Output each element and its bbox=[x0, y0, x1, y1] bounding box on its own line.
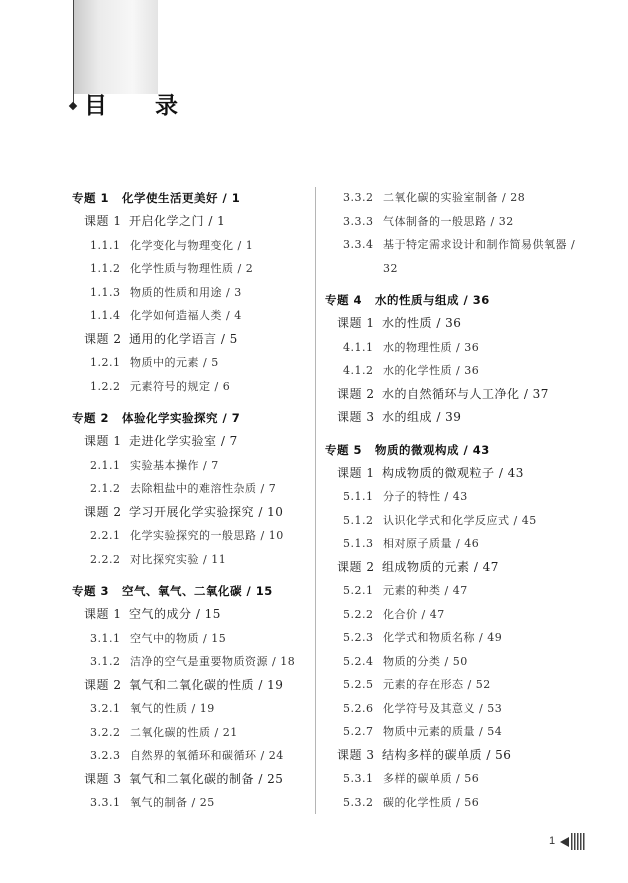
toc-entry-number: 2.1.2 bbox=[90, 482, 121, 495]
toc-entry-number: 课题 1 bbox=[84, 214, 122, 228]
toc-entry-title: 实验基本操作 / 7 bbox=[130, 458, 219, 472]
toc-entry-lesson[interactable] bbox=[72, 603, 308, 627]
toc-entry-topic[interactable] bbox=[325, 288, 590, 312]
toc-entry-number: 5.2.6 bbox=[343, 701, 374, 715]
toc-entry-number: 5.1.1 bbox=[343, 490, 374, 503]
toc-entry-title: 化学实验探究的一般思路 / 10 bbox=[130, 529, 284, 542]
toc-entry-lesson[interactable] bbox=[325, 744, 590, 768]
toc-entry-title: 体验化学实验探究 / 7 bbox=[122, 411, 241, 425]
toc-entry-number: 课题 1 bbox=[84, 607, 122, 621]
toc-entry-title: 水的性质 / 36 bbox=[382, 316, 462, 330]
toc-entry-title: 洁净的空气是重要物质资源 / 18 bbox=[130, 655, 296, 668]
toc-entry-number: 5.2.2 bbox=[343, 607, 374, 621]
toc-entry-number: 3.1.2 bbox=[90, 655, 121, 668]
toc-entry-number: 专题 5 bbox=[325, 442, 363, 457]
toc-entry-title: 认识化学式和化学反应式 / 45 bbox=[383, 513, 537, 527]
toc-entry-title: 化学使生活更美好 / 1 bbox=[122, 191, 241, 205]
toc-entry-number: 5.2.7 bbox=[343, 725, 374, 738]
toc-entry-title: 氧气的性质 / 19 bbox=[130, 702, 215, 715]
toc-entry-title: 走进化学实验室 / 7 bbox=[129, 434, 238, 448]
toc-entry-section[interactable] bbox=[72, 650, 308, 674]
toc-entry-title: 化学如何造福人类 / 4 bbox=[130, 309, 242, 322]
toc-entry-number: 5.2.3 bbox=[343, 631, 374, 644]
toc-entry-section[interactable] bbox=[72, 744, 308, 768]
toc-entry-title: 物质中元素的质量 / 54 bbox=[383, 725, 503, 738]
diamond-bullet-icon bbox=[69, 102, 77, 110]
toc-entry-number: 课题 2 bbox=[84, 677, 122, 692]
toc-entry-number: 3.1.1 bbox=[90, 631, 121, 645]
toc-entry-number: 课题 3 bbox=[84, 771, 122, 786]
toc-entry-title: 元素符号的规定 / 6 bbox=[130, 379, 231, 393]
toc-entry-title: 去除粗盐中的难溶性杂质 / 7 bbox=[130, 482, 277, 495]
page-number: 1 bbox=[549, 835, 556, 847]
toc-entry-number: 3.2.2 bbox=[90, 725, 121, 739]
toc-entry-number: 课题 3 bbox=[337, 747, 375, 762]
toc-entry-section[interactable] bbox=[72, 548, 308, 572]
toc-entry-number: 3.3.1 bbox=[90, 796, 121, 809]
toc-entry-section[interactable] bbox=[72, 791, 308, 815]
toc-entry-section[interactable] bbox=[72, 627, 308, 651]
toc-entry-title: 分子的特性 / 43 bbox=[383, 490, 468, 503]
toc-entry-title: 开启化学之门 / 1 bbox=[129, 214, 226, 228]
toc-entry-section[interactable] bbox=[72, 257, 308, 281]
toc-entry-title: 结构多样的碳单质 / 56 bbox=[382, 747, 512, 762]
toc-entry-title: 物质的性质和用途 / 3 bbox=[130, 285, 242, 299]
toc-entry-title: 相对原子质量 / 46 bbox=[383, 537, 480, 550]
toc-entry-title: 水的物理性质 / 36 bbox=[383, 340, 480, 354]
toc-entry-topic[interactable] bbox=[325, 438, 590, 462]
toc-entry-lesson[interactable] bbox=[325, 383, 590, 407]
toc-entry-title: 通用的化学语言 / 5 bbox=[129, 331, 238, 346]
toc-entry-title: 碳的化学性质 / 56 bbox=[383, 795, 480, 809]
toc-entry-title: 元素的种类 / 47 bbox=[383, 584, 468, 597]
toc-entry-section[interactable] bbox=[72, 524, 308, 548]
toc-entry-number: 5.3.2 bbox=[343, 795, 374, 809]
toc-entry-topic[interactable] bbox=[72, 579, 308, 603]
toc-left-column bbox=[72, 186, 308, 815]
toc-entry-number: 2.1.1 bbox=[90, 458, 121, 472]
toc-entry-section[interactable] bbox=[72, 477, 308, 501]
toc-entry-number: 4.1.1 bbox=[343, 340, 374, 354]
toc-entry-title: 化合价 / 47 bbox=[383, 607, 445, 621]
toc-entry-number: 课题 1 bbox=[84, 434, 122, 448]
toc-entry-title: 化学式和物质名称 / 49 bbox=[383, 631, 503, 644]
toc-entry-title: 水的自然循环与人工净化 / 37 bbox=[382, 386, 549, 401]
toc-entry-number: 专题 3 bbox=[72, 584, 110, 598]
toc-entry-section[interactable] bbox=[325, 532, 590, 556]
toc-entry-section[interactable] bbox=[72, 375, 308, 399]
toc-entry-section[interactable] bbox=[325, 697, 590, 721]
toc-entry-title: 学习开展化学实验探究 / 10 bbox=[129, 504, 284, 519]
toc-entry-section[interactable] bbox=[325, 509, 590, 533]
toc-entry-title: 构成物质的微观粒子 / 43 bbox=[382, 465, 524, 480]
toc-entry-title: 化学符号及其意义 / 53 bbox=[383, 701, 503, 715]
toc-entry-title: 水的化学性质 / 36 bbox=[383, 364, 480, 377]
toc-entry-lesson[interactable] bbox=[72, 674, 308, 698]
toc-entry-number: 3.2.3 bbox=[90, 749, 121, 762]
toc-entry-number: 1.1.1 bbox=[90, 238, 121, 252]
toc-entry-title: 水的性质与组成 / 36 bbox=[375, 293, 490, 307]
toc-entry-title: 自然界的氧循环和碳循环 / 24 bbox=[130, 749, 284, 762]
toc-entry-number: 5.1.2 bbox=[343, 513, 374, 527]
toc-entry-number: 1.1.3 bbox=[90, 285, 121, 299]
toc-entry-section[interactable] bbox=[325, 210, 590, 234]
toc-entry-title: 元素的存在形态 / 52 bbox=[383, 678, 491, 691]
toc-entry-topic[interactable] bbox=[72, 406, 308, 430]
toc-entry-number: 课题 2 bbox=[84, 504, 122, 519]
page-arrow-icon bbox=[560, 837, 569, 847]
toc-entry-section[interactable] bbox=[325, 673, 590, 697]
page-edge-bars-icon bbox=[571, 833, 585, 850]
toc-entry-number: 专题 2 bbox=[72, 411, 110, 425]
toc-entry-number: 专题 4 bbox=[325, 293, 363, 307]
toc-entry-number: 2.2.1 bbox=[90, 529, 121, 542]
toc-entry-number: 5.2.5 bbox=[343, 678, 374, 691]
toc-entry-title: 二氧化碳的性质 / 21 bbox=[130, 725, 238, 739]
toc-entry-number: 课题 1 bbox=[337, 465, 375, 480]
toc-entry-number: 1.1.4 bbox=[90, 309, 121, 322]
toc-entry-title: 化学性质与物理性质 / 2 bbox=[130, 262, 254, 275]
toc-entry-number: 3.2.1 bbox=[90, 702, 121, 715]
toc-entry-title: 基于特定需求设计和制作简易供氧器 / 32 bbox=[383, 238, 576, 275]
toc-entry-lesson[interactable] bbox=[72, 768, 308, 792]
toc-entry-title: 氧气和二氧化碳的制备 / 25 bbox=[129, 771, 284, 786]
toc-entry-number: 课题 2 bbox=[84, 331, 122, 346]
toc-entry-section[interactable] bbox=[72, 281, 308, 305]
toc-entry-lesson[interactable] bbox=[325, 556, 590, 580]
toc-entry-section[interactable] bbox=[72, 304, 308, 328]
toc-entry-number: 专题 1 bbox=[72, 191, 110, 205]
toc-entry-lesson[interactable] bbox=[72, 430, 308, 454]
toc-entry-lesson[interactable] bbox=[325, 406, 590, 430]
toc-entry-title: 组成物质的元素 / 47 bbox=[382, 559, 499, 574]
toc-entry-title: 氧气的制备 / 25 bbox=[130, 796, 215, 809]
toc-entry-number: 3.3.4 bbox=[343, 238, 374, 251]
toc-entry-number: 3.3.3 bbox=[343, 214, 374, 228]
toc-entry-lesson[interactable] bbox=[325, 462, 590, 486]
toc-entry-section[interactable] bbox=[325, 626, 590, 650]
toc-entry-title: 空气中的物质 / 15 bbox=[130, 631, 227, 645]
toc-entry-topic[interactable] bbox=[72, 186, 308, 210]
toc-entry-section[interactable] bbox=[325, 485, 590, 509]
toc-entry-title: 气体制备的一般思路 / 32 bbox=[383, 214, 514, 228]
toc-entry-title: 化学变化与物理变化 / 1 bbox=[130, 238, 254, 252]
toc-entry-section[interactable] bbox=[325, 579, 590, 603]
toc-entry-section[interactable] bbox=[72, 351, 308, 375]
toc-entry-lesson[interactable] bbox=[72, 210, 308, 234]
toc-right-column bbox=[325, 186, 590, 814]
toc-entry-number: 1.2.1 bbox=[90, 356, 121, 369]
toc-entry-number: 课题 2 bbox=[337, 559, 375, 574]
header-vertical-rule bbox=[73, 0, 74, 103]
toc-entry-section[interactable] bbox=[325, 603, 590, 627]
toc-entry-number: 2.2.2 bbox=[90, 552, 121, 566]
toc-entry-title: 空气、氧气、二氧化碳 / 15 bbox=[122, 584, 273, 598]
toc-entry-number: 1.1.2 bbox=[90, 262, 121, 275]
toc-entry-number: 课题 2 bbox=[337, 386, 375, 401]
toc-entry-title: 对比探究实验 / 11 bbox=[130, 552, 227, 566]
toc-entry-section[interactable] bbox=[325, 767, 590, 791]
toc-entry-lesson[interactable] bbox=[325, 312, 590, 336]
toc-entry-section[interactable] bbox=[325, 359, 590, 383]
toc-entry-lesson[interactable] bbox=[72, 328, 308, 352]
toc-entry-number: 5.1.3 bbox=[343, 537, 374, 550]
header-tab-decoration bbox=[73, 0, 158, 94]
toc-entry-section[interactable] bbox=[325, 791, 590, 815]
toc-entry-number: 5.2.4 bbox=[343, 654, 374, 668]
toc-entry-title: 二氧化碳的实验室制备 / 28 bbox=[383, 191, 526, 204]
toc-entry-number: 课题 1 bbox=[337, 316, 375, 330]
toc-entry-section[interactable] bbox=[325, 720, 590, 744]
column-divider bbox=[315, 187, 316, 814]
toc-entry-title: 物质的分类 / 50 bbox=[383, 654, 468, 668]
toc-entry-section[interactable] bbox=[325, 186, 590, 210]
toc-entry-title: 水的组成 / 39 bbox=[382, 410, 462, 424]
toc-entry-number: 1.2.2 bbox=[90, 379, 121, 393]
toc-entry-number: 3.3.2 bbox=[343, 191, 374, 204]
toc-entry-title: 物质的微观构成 / 43 bbox=[375, 442, 490, 457]
toc-entry-section[interactable] bbox=[72, 234, 308, 258]
toc-entry-title: 多样的碳单质 / 56 bbox=[383, 772, 480, 785]
page-title: 目 录 bbox=[84, 92, 199, 119]
toc-entry-number: 5.2.1 bbox=[343, 584, 374, 597]
toc-entry-section[interactable] bbox=[72, 454, 308, 478]
toc-entry-title: 物质中的元素 / 5 bbox=[130, 356, 219, 369]
toc-entry-title: 空气的成分 / 15 bbox=[129, 607, 221, 621]
toc-entry-title: 氧气和二氧化碳的性质 / 19 bbox=[129, 677, 284, 692]
toc-entry-section[interactable] bbox=[325, 233, 590, 280]
toc-entry-number: 5.3.1 bbox=[343, 772, 374, 785]
toc-entry-section[interactable] bbox=[325, 650, 590, 674]
toc-entry-section[interactable] bbox=[325, 336, 590, 360]
toc-entry-number: 4.1.2 bbox=[343, 364, 374, 377]
toc-entry-number: 课题 3 bbox=[337, 410, 375, 424]
toc-entry-section[interactable] bbox=[72, 697, 308, 721]
toc-entry-lesson[interactable] bbox=[72, 501, 308, 525]
toc-entry-section[interactable] bbox=[72, 721, 308, 745]
